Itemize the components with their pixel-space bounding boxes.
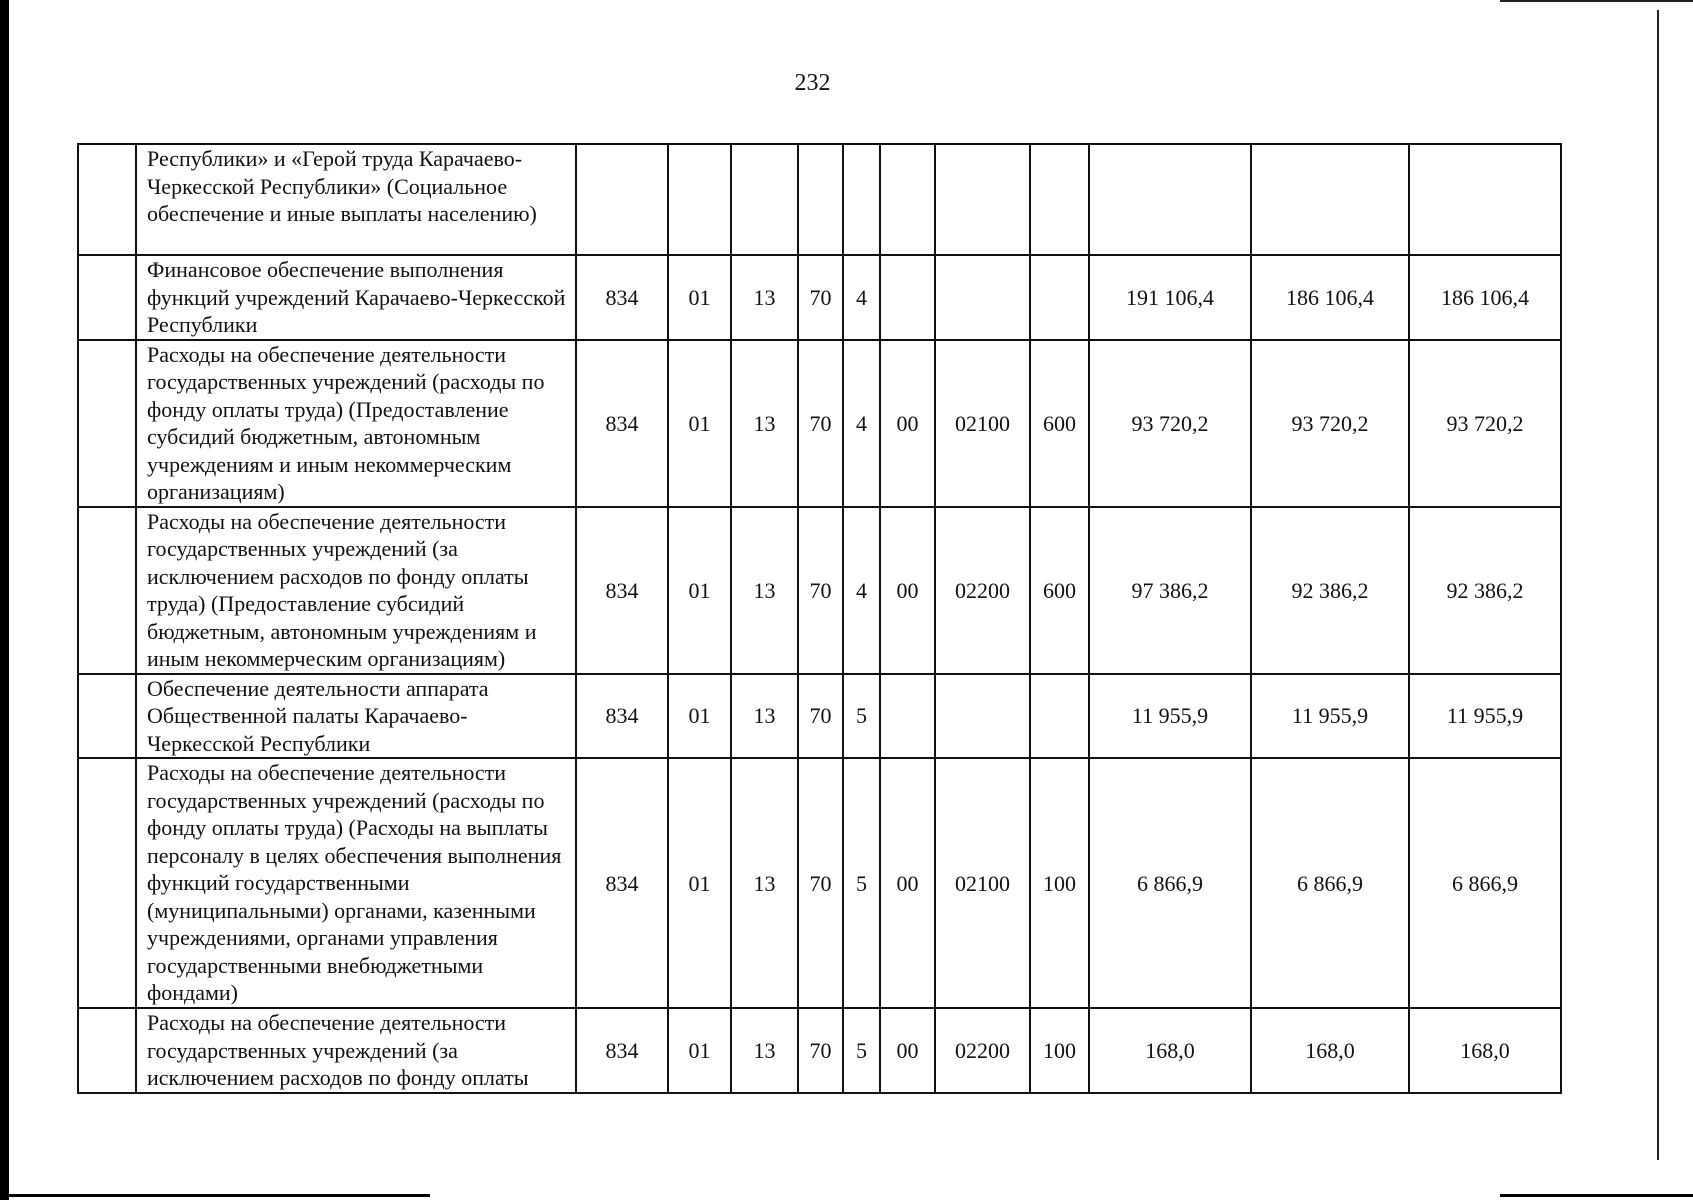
cell-program: 70 bbox=[798, 507, 843, 674]
cell-ministry-code: 834 bbox=[576, 1008, 668, 1093]
cell-amount-year2 bbox=[1251, 144, 1409, 255]
cell-event: 00 bbox=[880, 340, 935, 507]
cell-amount-year1 bbox=[1089, 144, 1251, 255]
cell-amount-year3: 92 386,2 bbox=[1409, 507, 1561, 674]
row-description: Обеспечение деятельности аппарата Общественной палаты Карачаево-Черкесской Республики bbox=[136, 674, 576, 759]
cell-section: 01 bbox=[668, 674, 731, 759]
row-number-cell bbox=[78, 758, 136, 1008]
cell-direction bbox=[935, 255, 1030, 340]
cell-program: 70 bbox=[798, 1008, 843, 1093]
scan-border-left bbox=[0, 0, 9, 1200]
cell-subprogram: 4 bbox=[843, 340, 880, 507]
cell-program: 70 bbox=[798, 255, 843, 340]
cell-expense-type: 600 bbox=[1030, 507, 1089, 674]
cell-amount-year3: 186 106,4 bbox=[1409, 255, 1561, 340]
cell-section: 01 bbox=[668, 507, 731, 674]
cell-amount-year1: 11 955,9 bbox=[1089, 674, 1251, 759]
cell-ministry-code: 834 bbox=[576, 758, 668, 1008]
cell-program: 70 bbox=[798, 340, 843, 507]
cell-direction bbox=[935, 144, 1030, 255]
budget-table bbox=[77, 143, 1562, 1094]
table-row bbox=[78, 255, 1561, 340]
cell-subsection: 13 bbox=[731, 1008, 798, 1093]
cell-event: 00 bbox=[880, 758, 935, 1008]
cell-program: 70 bbox=[798, 758, 843, 1008]
cell-event: 00 bbox=[880, 1008, 935, 1093]
cell-amount-year3: 6 866,9 bbox=[1409, 758, 1561, 1008]
scan-border-bottom-left bbox=[0, 1194, 430, 1197]
cell-ministry-code: 834 bbox=[576, 674, 668, 759]
cell-expense-type: 100 bbox=[1030, 1008, 1089, 1093]
page-number: 232 bbox=[794, 70, 831, 96]
row-description: Расходы на обеспечение деятельности государственных учреждений (за исключением расходов по фонду оплаты bbox=[136, 1008, 576, 1093]
row-description: Республики» и «Герой труда Карачаево-Черкесской Республики» (Социальное обеспечение и иные выплаты населению) bbox=[136, 144, 576, 255]
cell-section bbox=[668, 144, 731, 255]
cell-amount-year3: 11 955,9 bbox=[1409, 674, 1561, 759]
cell-direction: 02200 bbox=[935, 507, 1030, 674]
cell-ministry-code: 834 bbox=[576, 340, 668, 507]
cell-amount-year2: 168,0 bbox=[1251, 1008, 1409, 1093]
row-number-cell bbox=[78, 255, 136, 340]
table-row bbox=[78, 507, 1561, 674]
cell-subprogram: 5 bbox=[843, 1008, 880, 1093]
cell-ministry-code bbox=[576, 144, 668, 255]
scan-border-top-right bbox=[1500, 0, 1693, 2]
cell-subsection: 13 bbox=[731, 758, 798, 1008]
cell-event bbox=[880, 674, 935, 759]
cell-amount-year1: 191 106,4 bbox=[1089, 255, 1251, 340]
cell-expense-type bbox=[1030, 674, 1089, 759]
cell-amount-year2: 92 386,2 bbox=[1251, 507, 1409, 674]
cell-direction: 02100 bbox=[935, 758, 1030, 1008]
row-description: Финансовое обеспечение выполнения функций учреждений Карачаево-Черкесской Республики bbox=[136, 255, 576, 340]
row-number-cell bbox=[78, 340, 136, 507]
cell-subprogram: 5 bbox=[843, 758, 880, 1008]
cell-amount-year1: 97 386,2 bbox=[1089, 507, 1251, 674]
cell-direction bbox=[935, 674, 1030, 759]
row-number-cell bbox=[78, 144, 136, 255]
table-row bbox=[78, 340, 1561, 507]
row-description: Расходы на обеспечение деятельности государственных учреждений (расходы по фонду оплаты труда) (Предоставление субсидий бюджетным, автономным учреждениям и иным некоммерческим организациям) bbox=[136, 340, 576, 507]
row-number-cell bbox=[78, 1008, 136, 1093]
cell-amount-year1: 6 866,9 bbox=[1089, 758, 1251, 1008]
cell-direction: 02200 bbox=[935, 1008, 1030, 1093]
cell-amount-year3: 93 720,2 bbox=[1409, 340, 1561, 507]
row-number-cell bbox=[78, 507, 136, 674]
cell-expense-type: 600 bbox=[1030, 340, 1089, 507]
cell-event: 00 bbox=[880, 507, 935, 674]
row-description: Расходы на обеспечение деятельности государственных учреждений (расходы по фонду оплаты труда) (Расходы на выплаты персоналу в целях обеспечения выполнения функций государственными (муниципальными) органами, казенными учреждениями, органами управления государственными внебюджетными фондами) bbox=[136, 758, 576, 1008]
row-description: Расходы на обеспечение деятельности государственных учреждений (за исключением расходов по фонду оплаты труда) (Предоставление субсидий бюджетным, автономным учреждениям и иным некоммерческим организациям) bbox=[136, 507, 576, 674]
cell-amount-year2: 11 955,9 bbox=[1251, 674, 1409, 759]
cell-subsection: 13 bbox=[731, 674, 798, 759]
cell-subsection bbox=[731, 144, 798, 255]
cell-amount-year3: 168,0 bbox=[1409, 1008, 1561, 1093]
cell-event bbox=[880, 255, 935, 340]
cell-amount-year1: 168,0 bbox=[1089, 1008, 1251, 1093]
cell-expense-type bbox=[1030, 144, 1089, 255]
table-row bbox=[78, 144, 1561, 255]
cell-subprogram: 4 bbox=[843, 507, 880, 674]
cell-expense-type: 100 bbox=[1030, 758, 1089, 1008]
cell-amount-year1: 93 720,2 bbox=[1089, 340, 1251, 507]
cell-subsection: 13 bbox=[731, 507, 798, 674]
cell-amount-year3 bbox=[1409, 144, 1561, 255]
cell-amount-year2: 6 866,9 bbox=[1251, 758, 1409, 1008]
table-row bbox=[78, 1008, 1561, 1093]
scan-border-right bbox=[1657, 10, 1659, 1160]
cell-subsection: 13 bbox=[731, 340, 798, 507]
cell-direction: 02100 bbox=[935, 340, 1030, 507]
cell-ministry-code: 834 bbox=[576, 507, 668, 674]
scan-border-bottom-right bbox=[1500, 1194, 1693, 1197]
cell-subprogram: 4 bbox=[843, 255, 880, 340]
cell-section: 01 bbox=[668, 340, 731, 507]
cell-subprogram bbox=[843, 144, 880, 255]
cell-subprogram: 5 bbox=[843, 674, 880, 759]
cell-program bbox=[798, 144, 843, 255]
cell-section: 01 bbox=[668, 758, 731, 1008]
table-row bbox=[78, 674, 1561, 759]
cell-section: 01 bbox=[668, 255, 731, 340]
cell-expense-type bbox=[1030, 255, 1089, 340]
cell-program: 70 bbox=[798, 674, 843, 759]
row-number-cell bbox=[78, 674, 136, 759]
cell-amount-year2: 186 106,4 bbox=[1251, 255, 1409, 340]
cell-event bbox=[880, 144, 935, 255]
cell-subsection: 13 bbox=[731, 255, 798, 340]
cell-ministry-code: 834 bbox=[576, 255, 668, 340]
table-row bbox=[78, 758, 1561, 1008]
cell-amount-year2: 93 720,2 bbox=[1251, 340, 1409, 507]
cell-section: 01 bbox=[668, 1008, 731, 1093]
